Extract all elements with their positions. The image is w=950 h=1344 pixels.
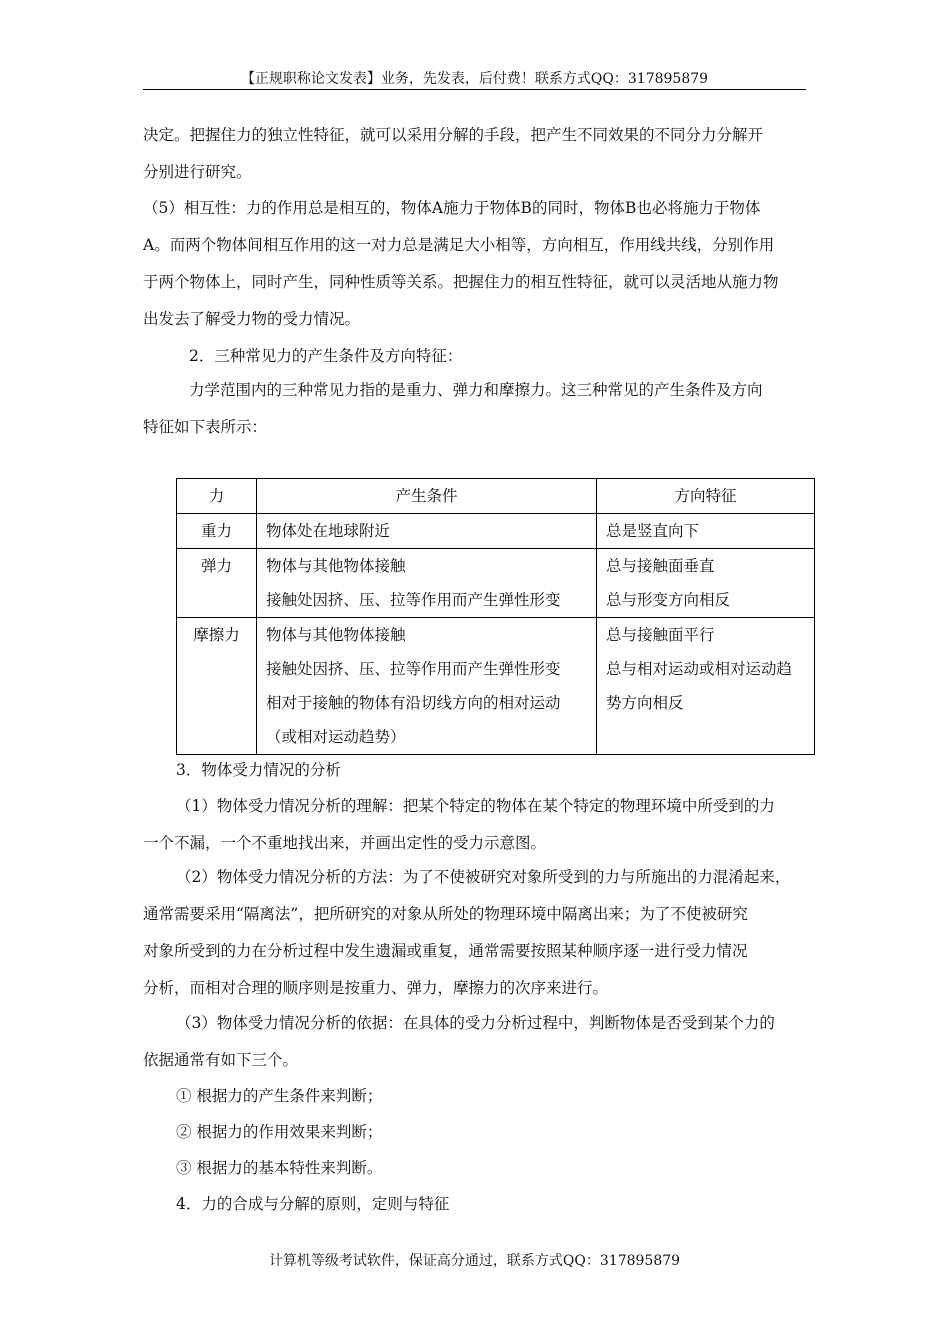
- conditions-cell: [257, 618, 597, 755]
- text-line: 一个不漏，一个不重地找出来，并画出定性的受力示意图。: [143, 834, 547, 852]
- condition-line: 物体处在地球附近: [266, 522, 391, 540]
- text-line: 出发去了解受力物的受力情况。: [143, 310, 361, 328]
- force-name: 弹力: [177, 549, 257, 618]
- paragraph-mutuality: [143, 190, 807, 338]
- list-item: ① 根据力的产生条件来判断；: [176, 1087, 383, 1105]
- paragraph-analysis-understanding: [143, 788, 807, 862]
- direction-line: 总与形变方向相反: [606, 591, 731, 609]
- section-heading-3: 3．物体受力情况的分析: [176, 761, 341, 779]
- text-line: （5）相互性：力的作用总是相互的，物体A施力于物体B的同时，物体B也必将施力于物体: [143, 199, 761, 217]
- table-row: [177, 514, 815, 549]
- direction-cell: [597, 549, 815, 618]
- header-rule: [143, 89, 806, 90]
- condition-line: （或相对运动趋势）: [266, 728, 406, 746]
- text-line: 分析，而相对合理的顺序则是按重力、弹力，摩擦力的次序来进行。: [143, 979, 609, 997]
- text-line: 于两个物体上，同时产生，同种性质等关系。把握住力的相互性特征，就可以灵活地从施力物: [143, 273, 779, 291]
- text-line: 分别进行研究。: [143, 163, 252, 181]
- table-row: [177, 618, 815, 755]
- direction-line: 势方向相反: [606, 694, 684, 712]
- condition-line: 接触处因挤、压、拉等作用而产生弹性形变: [266, 591, 561, 609]
- table-row: [177, 549, 815, 618]
- table-header-row: [177, 479, 815, 514]
- list-item: ② 根据力的作用效果来判断；: [176, 1123, 383, 1141]
- conditions-cell: [257, 549, 597, 618]
- direction-cell: [597, 618, 815, 755]
- text-line: 特征如下表所示：: [143, 418, 268, 436]
- page-footer: 计算机等级考试软件，保证高分通过，联系方式QQ：317895879: [268, 1253, 681, 1269]
- paragraph-analysis-basis: [143, 1005, 807, 1079]
- text-line: 对象所受到的力在分析过程中发生遗漏或重复，通常需要按照某种顺序逐一进行受力情况: [143, 942, 748, 960]
- condition-line: 物体与其他物体接触: [266, 626, 406, 644]
- list-item: ③ 根据力的基本特性来判断。: [176, 1159, 383, 1177]
- page-header: 【正规职称论文发表】业务，先发表，后付费！联系方式QQ：317895879: [240, 71, 709, 87]
- paragraph-independence-cont: [143, 117, 807, 191]
- section-heading-4: 4．力的合成与分解的原则，定则与特征: [176, 1195, 450, 1213]
- text-line: 通常需要采用“隔离法”，把所研究的对象从所处的物理环境中隔离出来；为了不使被研究: [143, 905, 748, 923]
- table-header-conditions: 产生条件: [257, 479, 597, 514]
- conditions-cell: [257, 514, 597, 549]
- direction-line: 总是竖直向下: [606, 522, 700, 540]
- condition-line: 物体与其他物体接触: [266, 557, 406, 575]
- direction-cell: [597, 514, 815, 549]
- condition-line: 相对于接触的物体有沿切线方向的相对运动: [266, 694, 561, 712]
- direction-line: 总与接触面平行: [606, 626, 715, 644]
- direction-line: 总与接触面垂直: [606, 557, 715, 575]
- text-line: （2）物体受力情况分析的方法：为了不使被研究对象所受到的力与所施出的力混淆起来，: [176, 868, 791, 886]
- text-line: （1）物体受力情况分析的理解：把某个特定的物体在某个特定的物理环境中所受到的力: [176, 797, 775, 815]
- direction-line: 总与相对运动或相对运动趋: [606, 660, 793, 678]
- text-line: A。而两个物体间相互作用的这一对力总是满足大小相等，方向相互，作用线共线，分别作用: [143, 236, 775, 254]
- paragraph-common-forces: [143, 372, 807, 446]
- paragraph-analysis-method: [143, 859, 807, 1007]
- condition-line: 接触处因挤、压、拉等作用而产生弹性形变: [266, 660, 561, 678]
- force-name: 摩擦力: [177, 618, 257, 755]
- text-line: 依据通常有如下三个。: [143, 1051, 299, 1069]
- text-line: （3）物体受力情况分析的依据：在具体的受力分析过程中，判断物体是否受到某个力的: [176, 1014, 775, 1032]
- text-line: 力学范围内的三种常见力指的是重力、弹力和摩擦力。这三种常见的产生条件及方向: [189, 381, 763, 399]
- table-header-force: 力: [177, 479, 257, 514]
- forces-table: [176, 478, 815, 755]
- force-name: 重力: [177, 514, 257, 549]
- text-line: 决定。把握住力的独立性特征，就可以采用分解的手段，把产生不同效果的不同分力分解开: [143, 126, 764, 144]
- table-header-direction: 方向特征: [597, 479, 815, 514]
- section-heading-2: 2．三种常见力的产生条件及方向特征：: [189, 347, 463, 365]
